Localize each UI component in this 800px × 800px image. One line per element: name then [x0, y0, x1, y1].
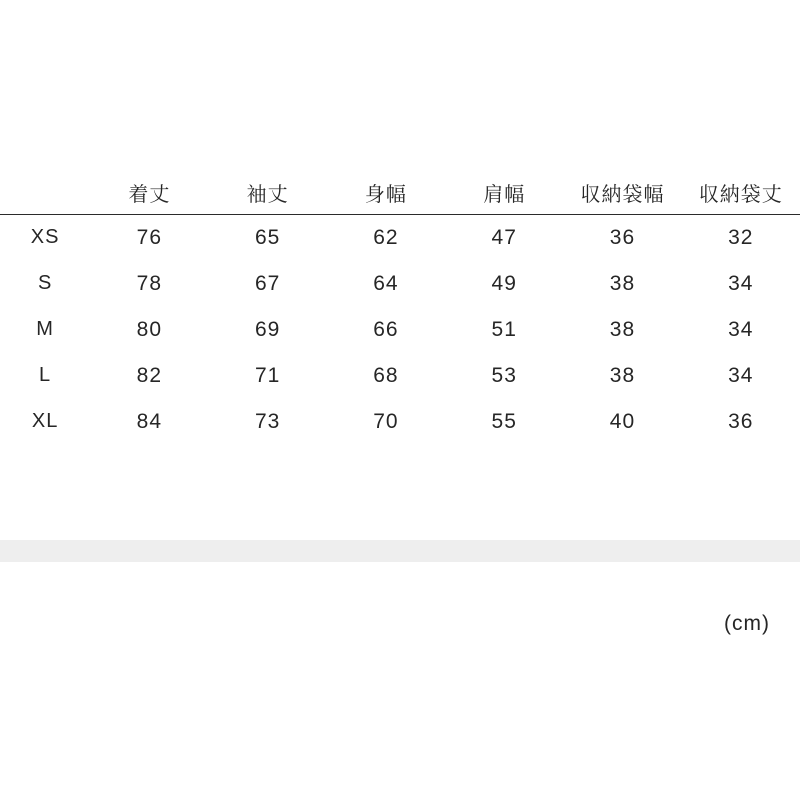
cell-katahaba: 47 — [491, 225, 517, 249]
table-row — [0, 215, 800, 261]
table-row — [0, 399, 800, 445]
cell-kitake: 76 — [136, 225, 163, 249]
cell-sodetake: 65 — [254, 225, 281, 249]
cell-kitake: 82 — [136, 363, 163, 387]
cell-bag-length: 32 — [728, 225, 754, 249]
table-row — [0, 261, 800, 307]
column-header-bag-length: 収納袋丈 — [698, 183, 783, 206]
cell-katahaba: 51 — [491, 317, 517, 341]
cell-sodetake: 71 — [254, 363, 281, 387]
cell-katahaba: 53 — [491, 363, 517, 387]
row-size-label: XL — [31, 410, 59, 432]
column-header-mihaba: 身幅 — [364, 183, 407, 206]
cell-mihaba: 62 — [373, 225, 399, 249]
cell-bag-width: 36 — [609, 225, 636, 249]
row-size-label: L — [39, 364, 52, 386]
cell-kitake: 80 — [136, 317, 163, 341]
cell-bag-length: 34 — [728, 363, 754, 387]
cell-mihaba: 68 — [373, 363, 399, 387]
table-corner-header — [0, 170, 90, 215]
cell-katahaba: 55 — [491, 409, 517, 433]
cell-mihaba: 66 — [373, 317, 399, 341]
column-header-kitake: 着丈 — [128, 183, 171, 206]
table-header — [0, 170, 800, 215]
cell-kitake: 78 — [136, 271, 163, 295]
cell-mihaba: 64 — [373, 271, 399, 295]
cell-sodetake: 73 — [254, 409, 281, 433]
row-size-label: XS — [30, 226, 60, 249]
cell-bag-length: 34 — [728, 271, 754, 295]
cell-bag-width: 38 — [609, 363, 636, 387]
cell-katahaba: 49 — [491, 271, 517, 295]
cell-sodetake: 69 — [254, 317, 281, 341]
table-body — [0, 215, 800, 445]
cell-bag-width: 38 — [609, 317, 636, 341]
column-header-katahaba: 肩幅 — [483, 183, 526, 206]
column-header-sodetake: 袖丈 — [246, 183, 289, 206]
cell-bag-length: 36 — [728, 409, 754, 433]
divider-band — [0, 540, 800, 562]
size-chart-table — [0, 170, 800, 445]
table-row — [0, 353, 800, 399]
cell-bag-width: 40 — [609, 409, 636, 433]
table-row — [0, 307, 800, 353]
unit-note: (cm) — [724, 612, 770, 635]
cell-sodetake: 67 — [254, 271, 281, 295]
cell-kitake: 84 — [136, 409, 163, 433]
row-size-label: S — [37, 272, 53, 294]
cell-bag-width: 38 — [609, 271, 636, 295]
row-size-label: M — [36, 318, 54, 340]
cell-mihaba: 70 — [373, 409, 399, 433]
cell-bag-length: 34 — [728, 317, 754, 341]
table-header-row — [0, 170, 800, 215]
column-header-bag-width: 収納袋幅 — [580, 183, 665, 206]
